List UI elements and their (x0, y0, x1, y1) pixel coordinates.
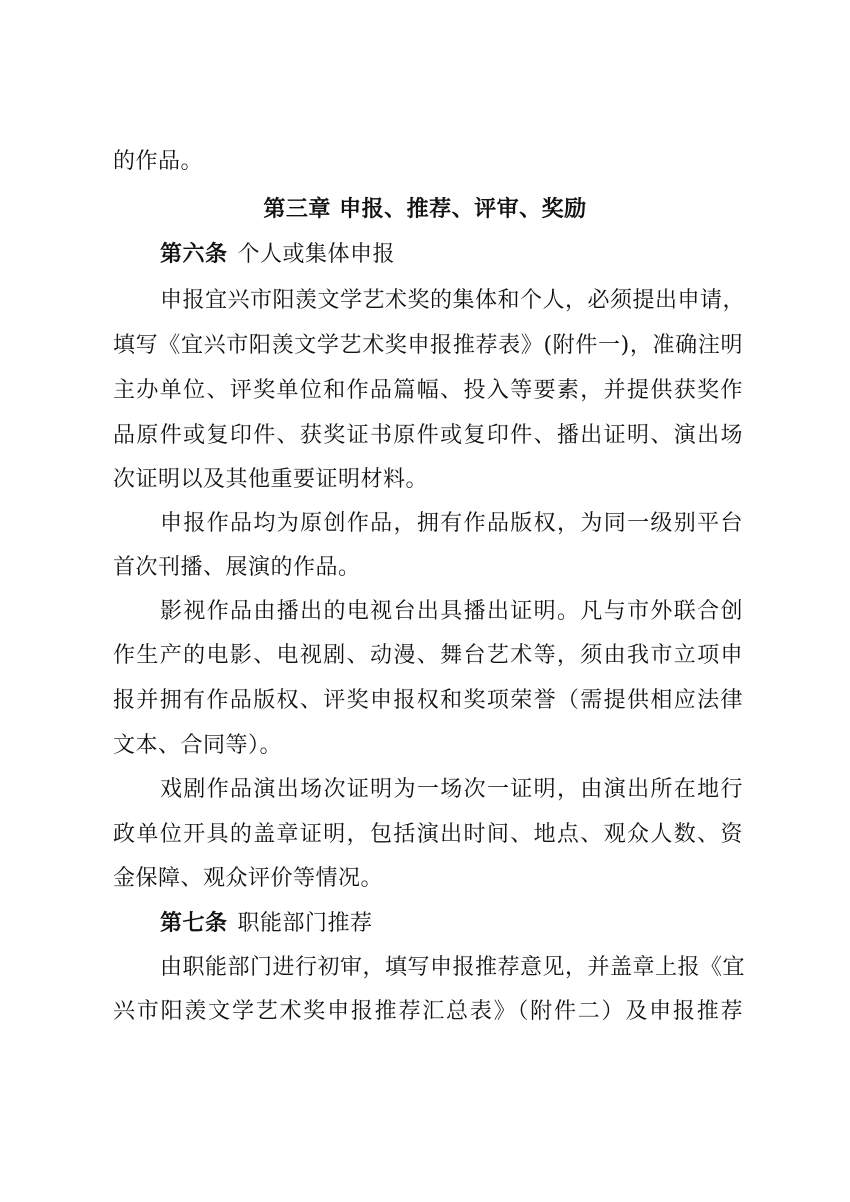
paragraph-line: 文本、合同等）。 (113, 733, 283, 758)
paragraph-line: 影视作品由播出的电视台出具播出证明。凡与市外联合创 (160, 599, 743, 624)
chapter-heading: 第三章 申报、推荐、评审、奖励 (263, 197, 587, 222)
paragraph-line: 的作品。 (113, 149, 204, 174)
paragraph-line: 次证明以及其他重要证明材料。 (113, 467, 429, 492)
article-title: 职能部门推荐 (237, 911, 373, 936)
article-heading (160, 240, 395, 270)
paragraph-line: 报并拥有作品版权、评奖申报权和奖项荣誉（需提供相应法律 (113, 688, 743, 713)
paragraph-line: 品原件或复印件、获奖证书原件或复印件、播出证明、演出场 (113, 423, 743, 448)
article-label: 第六条 (160, 242, 228, 267)
paragraph-line: 填写《宜兴市阳羡文学艺术奖申报推荐表》(附件一)，准确注明 (113, 333, 743, 358)
paragraph-line: 由职能部门进行初审，填写申报推荐意见，并盖章上报《宜 (160, 955, 746, 980)
paragraph-line: 申报作品均为原创作品，拥有作品版权，为同一级别平台 (160, 511, 743, 536)
paragraph-line: 兴市阳羡文学艺术奖申报推荐汇总表》（附件二）及申报推荐 (113, 999, 743, 1024)
article-title: 个人或集体申报 (237, 242, 396, 267)
paragraph-line: 金保障、观众评价等情况。 (113, 866, 384, 891)
paragraph-line: 作生产的电影、电视剧、动漫、舞台艺术等，须由我市立项申 (113, 643, 743, 668)
paragraph-line: 政单位开具的盖章证明，包括演出时间、地点、观众人数、资 (113, 822, 743, 847)
article-heading (160, 909, 373, 939)
paragraph-line: 首次刊播、展演的作品。 (113, 555, 361, 580)
paragraph-line: 戏剧作品演出场次证明为一场次一证明，由演出所在地行 (160, 777, 743, 802)
paragraph-line: 主办单位、评奖单位和作品篇幅、投入等要素，并提供获奖作 (113, 378, 743, 403)
article-label: 第七条 (160, 911, 228, 936)
paragraph-line: 申报宜兴市阳羡文学艺术奖的集体和个人，必须提出申请， (160, 288, 746, 313)
